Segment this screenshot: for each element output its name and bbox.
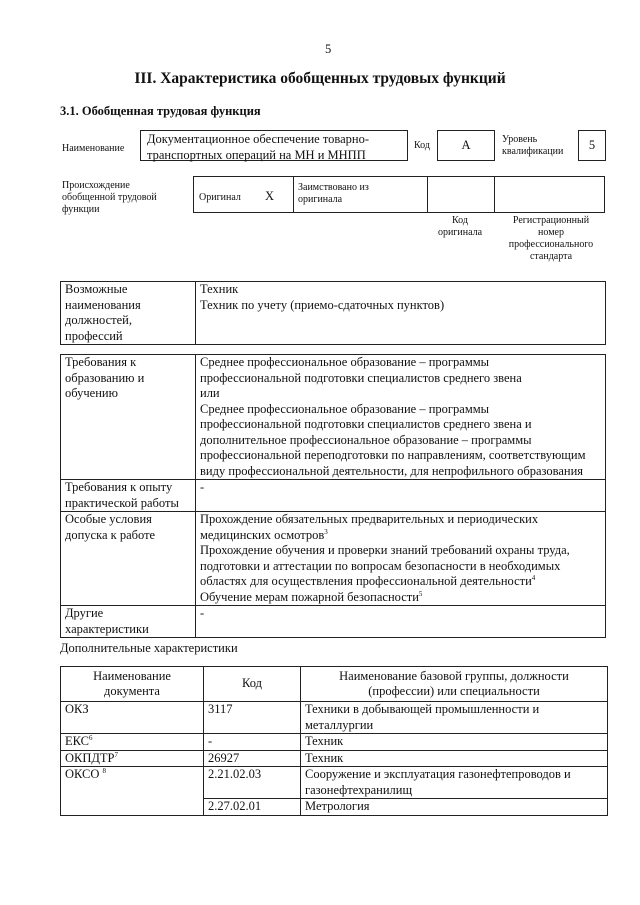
- name-cell: Метрология: [301, 799, 608, 816]
- code-cell: 2.21.02.03: [204, 767, 301, 799]
- positions-label: Возможные наименования должностей, профессий: [61, 282, 196, 345]
- condition-line: Обучение мерам пожарной безопасности$^5$: [200, 589, 423, 604]
- education-line: Среднее профессиональное образование – программы: [200, 355, 490, 369]
- education-line: профессиональной переподготовки по направлениям, соответствующим: [200, 448, 586, 462]
- education-line: профессиональной подготовки специалистов среднего звена: [200, 370, 522, 385]
- education-line: или: [200, 386, 220, 400]
- subsection-title: 3.1. Обобщенная трудовая функция: [60, 104, 261, 118]
- table-row: [61, 767, 608, 799]
- other-label: Другие характеристики: [61, 606, 196, 638]
- education-line: профессиональной подготовки специалистов среднего звена и: [200, 417, 532, 431]
- footnote-mark: 5: [418, 589, 423, 598]
- other-value: -: [196, 606, 606, 638]
- doc-cell: ОКСО $^8$: [61, 767, 204, 816]
- special-conditions-label: Особые условия допуска к работе: [61, 512, 196, 606]
- original-mark: X: [265, 189, 275, 203]
- requirement-row-other: [61, 606, 606, 638]
- condition-line: подготовки и аттестации по вопросам безопасности в необходимых: [200, 558, 561, 573]
- name-label: Наименование: [62, 143, 125, 154]
- page-number: 5: [325, 42, 332, 56]
- table-row: [61, 702, 608, 734]
- condition-line: медицинских осмотров$^3$: [200, 527, 328, 542]
- special-conditions-value: [196, 512, 606, 606]
- requirement-row-special-conditions: [61, 512, 606, 606]
- table-row: [61, 734, 608, 751]
- doc-cell: ЕКС$^6$: [61, 734, 204, 751]
- level-value: 5: [578, 130, 606, 161]
- education-value: [196, 355, 606, 480]
- education-label: Требования к образованию и обучению: [61, 355, 196, 480]
- education-line: Среднее профессиональное образование – программы: [200, 401, 490, 416]
- section-title: III. Характеристика обобщенных трудовых функций: [134, 70, 506, 87]
- additional-title: Дополнительные характеристики: [60, 641, 238, 655]
- borrowed-label: Заимствовано из оригинала: [298, 182, 369, 205]
- name-cell: Техник: [301, 734, 608, 751]
- origin-label: Происхождение обобщенной трудовой функции: [62, 180, 157, 215]
- additional-table: [60, 666, 608, 816]
- code-cell: 2.27.02.01: [204, 799, 301, 816]
- header-name: Наименование базовой группы, должности (профессии) или специальности: [301, 667, 608, 702]
- experience-label: Требования к опыту практической работы: [61, 480, 196, 512]
- header-doc: Наименование документа: [61, 667, 204, 702]
- original-label: Оригинал: [199, 192, 241, 203]
- condition-line: Прохождение обучения и проверки знаний требований охраны труда,: [200, 543, 570, 557]
- table-row: [61, 750, 608, 767]
- code-label: Код: [414, 140, 430, 151]
- name-cell: Сооружение и эксплуатация газонефтепроводов и газонефтехранилищ: [301, 767, 608, 799]
- function-name: Документационное обеспечение товарно- транспортных операций на МН и МНПП: [140, 130, 408, 161]
- footnote-mark: 3: [324, 527, 328, 536]
- level-label: Уровень квалификации: [502, 134, 564, 157]
- function-code: A: [437, 130, 495, 161]
- doc-cell: ОКЗ: [61, 702, 204, 734]
- education-line: дополнительное профессиональное образование – программы: [200, 432, 532, 447]
- doc-cell: ОКПДТР$^7$: [61, 750, 204, 767]
- positions-value: Техник Техник по учету (приемо-сдаточных пунктов): [196, 282, 606, 345]
- condition-line: областях для осуществления профессиональной деятельности$^4$: [200, 573, 536, 588]
- code-cell: 3117: [204, 702, 301, 734]
- experience-value: -: [196, 480, 606, 512]
- code-original-label: Код оригинала: [437, 215, 483, 238]
- footnote-mark: 4: [531, 573, 536, 582]
- code-cell: -: [204, 734, 301, 751]
- reg-number-label: Регистрационный номер профессионального стандарта: [508, 215, 594, 262]
- positions-table: [60, 281, 606, 345]
- education-line: виду профессиональной деятельности, для непрофильного образования: [200, 463, 584, 478]
- header-code: Код: [204, 667, 301, 702]
- name-cell: Техник: [301, 750, 608, 767]
- requirements-table: [60, 354, 606, 638]
- requirement-row-education: [61, 355, 606, 480]
- origin-table: [193, 176, 605, 213]
- condition-line: Прохождение обязательных предварительных и периодических: [200, 512, 539, 526]
- additional-header-row: [61, 667, 608, 702]
- name-cell: Техники в добывающей промышленности и металлургии: [301, 702, 608, 734]
- code-cell: 26927: [204, 750, 301, 767]
- requirement-row-experience: [61, 480, 606, 512]
